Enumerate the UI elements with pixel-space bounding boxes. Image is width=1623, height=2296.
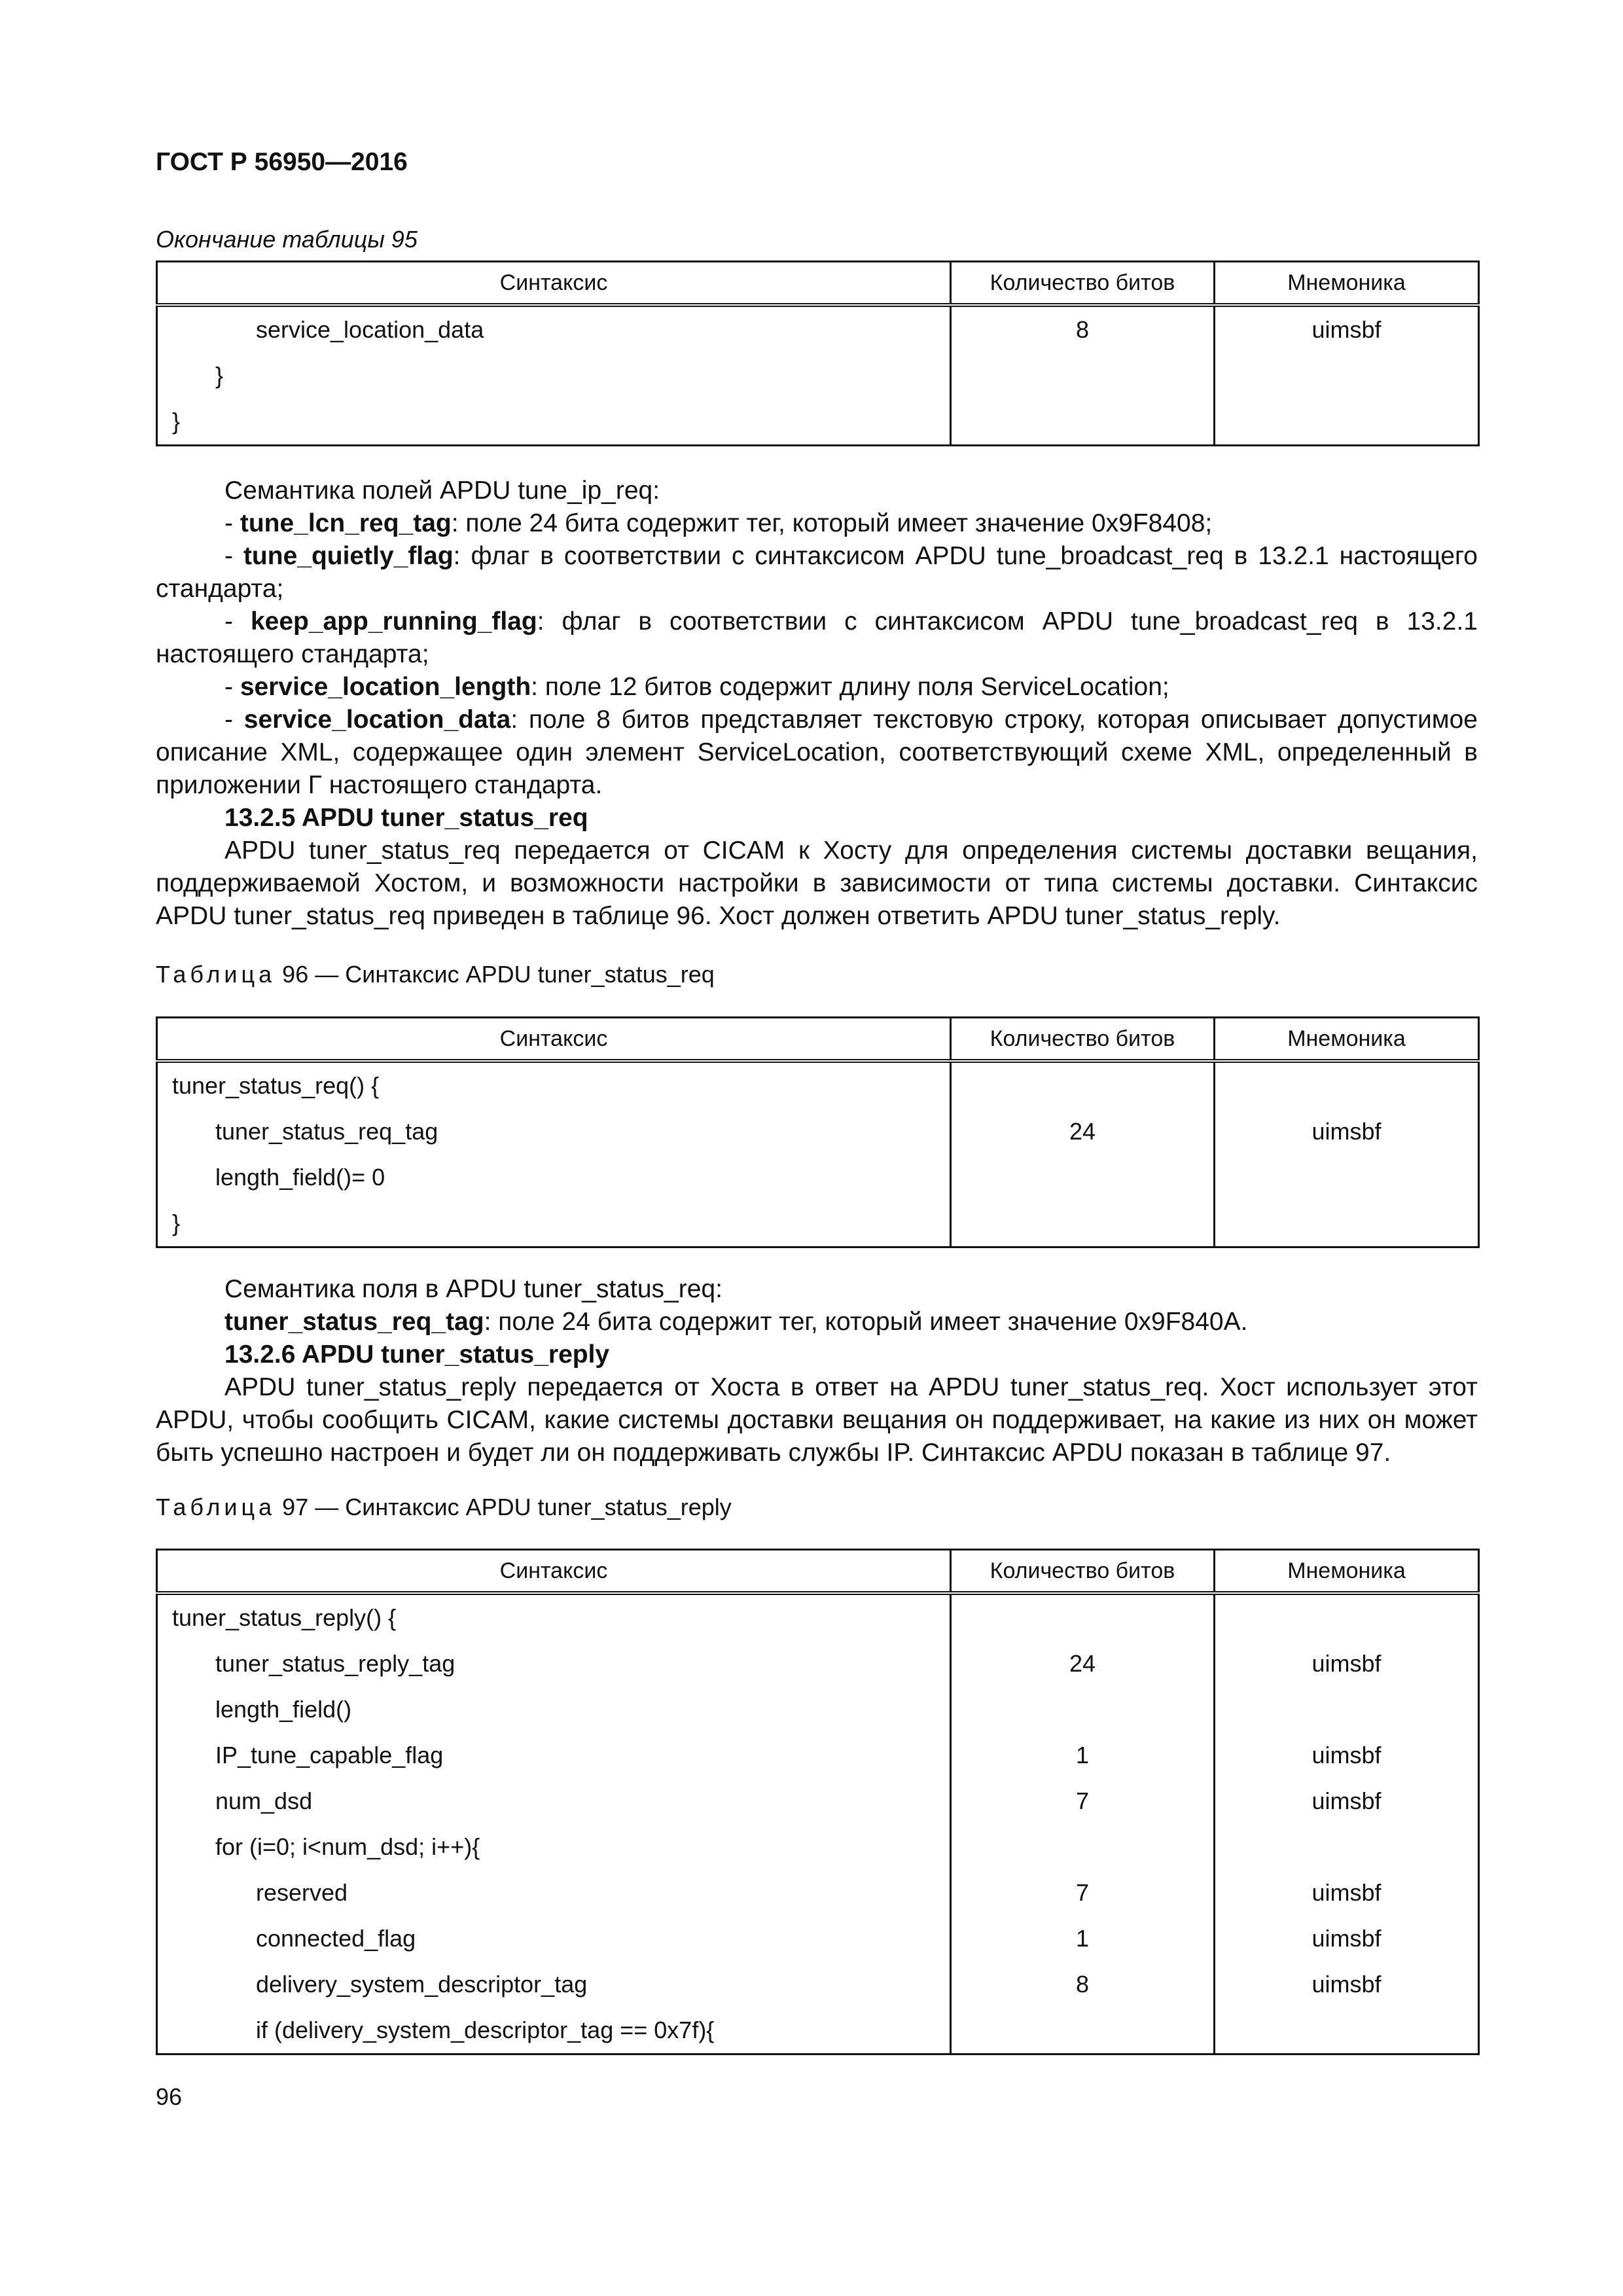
mnemonic-cell [1215, 399, 1479, 446]
table-96-caption [156, 961, 715, 988]
semantics-tuner-status-req [156, 1273, 1478, 1469]
semantics-item [156, 1306, 1478, 1338]
bits-cell: 24 [951, 1641, 1215, 1687]
table-row [157, 1870, 1479, 1916]
syntax-cell: tuner_status_req_tag [157, 1109, 951, 1155]
mnemonic-cell: uimsbf [1215, 1916, 1479, 1962]
table-row [157, 1824, 1479, 1870]
syntax-cell: length_field() [157, 1687, 951, 1732]
bits-cell [951, 1824, 1215, 1870]
syntax-cell: } [157, 353, 951, 399]
table-row [157, 1109, 1479, 1155]
header-syntax: Синтаксис [157, 262, 951, 306]
bits-cell: 7 [951, 1778, 1215, 1824]
bits-cell [951, 1155, 1215, 1200]
semantics-item: - tune_quietly_flag: флаг в соответствии с синтаксисом APDU tune_broadcast_req в 13.2.1 настоящего стандарта; [156, 542, 1478, 603]
section-paragraph: APDU tuner_status_req передается от CICAM к Хосту для определения системы доставки вещания, поддерживаемой Хостом, и возможности настройки в зависимости от типа системы доставки. Синтаксис APDU tuner_status_req приведен в таблице 96. Хост должен ответить APDU tuner_status_reply. [156, 836, 1478, 930]
field-description: : поле 12 битов содержит длину поля ServiceLocation; [531, 673, 1169, 701]
table-95-continuation-caption: Окончание таблицы 95 [156, 226, 418, 253]
bits-cell: 7 [951, 1870, 1215, 1916]
syntax-cell: } [157, 399, 951, 446]
table-row [157, 1200, 1479, 1247]
field-term: service_location_length [240, 673, 531, 701]
syntax-cell: tuner_status_req() { [157, 1061, 951, 1109]
table-row [157, 353, 1479, 399]
table-row [157, 1155, 1479, 1200]
bits-cell [951, 1687, 1215, 1732]
syntax-cell: IP_tune_capable_flag [157, 1732, 951, 1778]
semantics-item: - service_location_data: поле 8 битов представляет текстовую строку, которая описывает допустимое описание XML, содержащее один элемент ServiceLocation, соответствующий схеме XML, определенный в приложении Г настоящего стандарта. [156, 706, 1478, 799]
table-row [157, 1061, 1479, 1109]
semantics-tune-ip-req [156, 475, 1478, 933]
syntax-cell: for (i=0; i<num_dsd; i++){ [157, 1824, 951, 1870]
syntax-cell: tuner_status_reply() { [157, 1593, 951, 1641]
mnemonic-cell [1215, 2007, 1479, 2054]
table-row [157, 1962, 1479, 2007]
table-row [157, 1778, 1479, 1824]
header-syntax: Синтаксис [157, 1550, 951, 1594]
mnemonic-cell: uimsbf [1215, 1109, 1479, 1155]
syntax-cell: connected_flag [157, 1916, 951, 1962]
bits-cell [951, 353, 1215, 399]
bits-cell [951, 1061, 1215, 1109]
bits-cell: 1 [951, 1732, 1215, 1778]
syntax-cell: num_dsd [157, 1778, 951, 1824]
table-row [157, 1916, 1479, 1962]
mnemonic-cell [1215, 1200, 1479, 1247]
semantics-intro: Семантика поля в APDU tuner_status_req: [224, 1275, 722, 1303]
table-row [157, 399, 1479, 446]
header-mnemonic: Мнемоника [1215, 1550, 1479, 1594]
bits-cell [951, 2007, 1215, 2054]
syntax-cell: length_field()= 0 [157, 1155, 951, 1200]
header-bits: Количество битов [951, 1550, 1215, 1594]
field-description: : поле 24 бита содержит тег, который имеет значение 0x9F8408; [451, 509, 1213, 537]
table-97 [156, 1549, 1480, 2055]
field-term: tune_lcn_req_tag [240, 509, 452, 537]
header-mnemonic: Мнемоника [1215, 262, 1479, 306]
semantics-intro: Семантика полей APDU tune_ip_req: [224, 476, 660, 505]
field-description: : поле 8 битов представляет текстовую строку, которая описывает допустимое описание XML, содержащее один элемент ServiceLocation, соответствующий схеме XML, определенный в приложении Г настоящего стандарта. [156, 706, 1478, 799]
section-heading-13-2-6: 13.2.6 APDU tuner_status_reply [224, 1340, 610, 1369]
syntax-cell: reserved [157, 1870, 951, 1916]
table-row [157, 1641, 1479, 1687]
table-row [157, 1593, 1479, 1641]
mnemonic-cell [1215, 1593, 1479, 1641]
mnemonic-cell [1215, 1155, 1479, 1200]
semantics-item: - service_location_length: поле 12 битов содержит длину поля ServiceLocation; [224, 673, 1169, 701]
mnemonic-cell: uimsbf [1215, 1641, 1479, 1687]
header-syntax: Синтаксис [157, 1018, 951, 1062]
semantics-item: - tune_lcn_req_tag: поле 24 бита содержит тег, который имеет значение 0x9F8408; [224, 509, 1213, 537]
field-description: : поле 24 бита содержит тег, который имеет значение 0x9F840A. [484, 1308, 1248, 1336]
mnemonic-cell: uimsbf [1215, 1778, 1479, 1824]
bits-cell: 24 [951, 1109, 1215, 1155]
header-mnemonic: Мнемоника [1215, 1018, 1479, 1062]
section-heading-13-2-5: 13.2.5 APDU tuner_status_req [224, 804, 588, 832]
semantics-item: - keep_app_running_flag: флаг в соответствии с синтаксисом APDU tune_broadcast_req в 13.2.1 настоящего стандарта; [156, 607, 1478, 668]
mnemonic-cell [1215, 1687, 1479, 1732]
field-description: : флаг в соответствии с синтаксисом APDU tune_broadcast_req в 13.2.1 настоящего стандарта; [156, 542, 1478, 603]
field-term: service_location_data [243, 706, 511, 734]
mnemonic-cell [1215, 353, 1479, 399]
mnemonic-cell: uimsbf [1215, 1870, 1479, 1916]
bits-cell [951, 399, 1215, 446]
caption-text: 96 — Синтаксис APDU tuner_status_req [282, 961, 715, 988]
bits-cell [951, 1593, 1215, 1641]
mnemonic-cell [1215, 1061, 1479, 1109]
header-bits: Количество битов [951, 1018, 1215, 1062]
caption-label: Таблица [156, 1494, 276, 1520]
table-95-end [156, 260, 1480, 446]
table-row [157, 1687, 1479, 1732]
bits-cell [951, 1200, 1215, 1247]
mnemonic-cell: uimsbf [1215, 305, 1479, 353]
table-row [157, 2007, 1479, 2054]
mnemonic-cell: uimsbf [1215, 1962, 1479, 2007]
bits-cell: 8 [951, 1962, 1215, 2007]
syntax-cell: delivery_system_descriptor_tag [157, 1962, 951, 2007]
table-row [157, 1732, 1479, 1778]
bits-cell: 8 [951, 305, 1215, 353]
document-header: ГОСТ Р 56950—2016 [156, 148, 408, 176]
syntax-cell: } [157, 1200, 951, 1247]
caption-label: Таблица [156, 961, 276, 988]
caption-text: 97 — Синтаксис APDU tuner_status_reply [282, 1494, 732, 1520]
page-number: 96 [156, 2083, 183, 2110]
table-97-caption [156, 1494, 732, 1521]
section-paragraph: APDU tuner_status_reply передается от Хоста в ответ на APDU tuner_status_req. Хост использует этот APDU, чтобы сообщить CICAM, какие системы доставки вещания он поддерживает, на какие из них он может быть успешно настроен и будет ли он поддерживать службы IP. Синтаксис APDU показан в таблице 97. [156, 1373, 1478, 1467]
mnemonic-cell [1215, 1824, 1479, 1870]
syntax-cell: if (delivery_system_descriptor_tag == 0x7f){ [157, 2007, 951, 2054]
syntax-cell: service_location_data [157, 305, 951, 353]
header-bits: Количество битов [951, 262, 1215, 306]
table-header-row [157, 1550, 1479, 1594]
table-row [157, 305, 1479, 353]
field-description: : флаг в соответствии с синтаксисом APDU tune_broadcast_req в 13.2.1 настоящего стандарта; [156, 607, 1478, 668]
field-term: tune_quietly_flag [243, 542, 454, 570]
table-96 [156, 1016, 1480, 1248]
table-header-row [157, 262, 1479, 306]
mnemonic-cell: uimsbf [1215, 1732, 1479, 1778]
table-header-row [157, 1018, 1479, 1062]
bits-cell: 1 [951, 1916, 1215, 1962]
field-term: keep_app_running_flag [250, 607, 537, 636]
syntax-cell: tuner_status_reply_tag [157, 1641, 951, 1687]
field-term: tuner_status_req_tag [224, 1308, 484, 1336]
